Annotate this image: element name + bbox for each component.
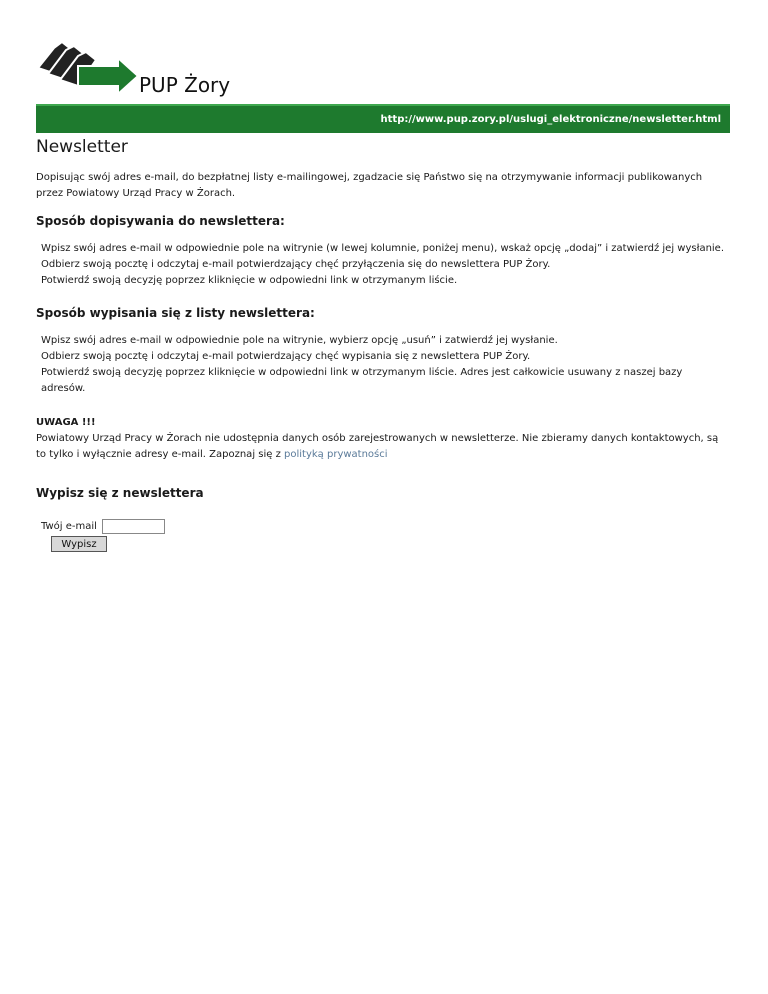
logo[interactable] [36, 40, 236, 100]
subscribe-heading: Sposób dopisywania do newslettera: [36, 214, 285, 228]
unsubscribe-steps [41, 333, 726, 397]
main-content [36, 134, 726, 552]
unsubscribe-form-heading: Wypisz się z newslettera [36, 486, 204, 500]
warning-title: UWAGA !!! [36, 417, 96, 428]
page-title: Newsletter [36, 137, 128, 157]
unsubscribe-button[interactable]: Wypisz [51, 536, 107, 552]
list-item: Potwierdź swoją decyzję poprzez kliknięcie w odpowiedni link w otrzymanym liście. Adres jest całkowicie usuwany z naszej bazy adresów. [41, 367, 683, 394]
warning-block [36, 415, 726, 463]
logo-text: PUP Żory [139, 73, 231, 97]
list-item: Odbierz swoją pocztę i odczytaj e-mail potwierdzający chęć wypisania się z newslettera PUP Żory. [41, 351, 531, 362]
list-item: Potwierdź swoją decyzję poprzez kliknięcie w odpowiedni link w otrzymanym liście. [41, 275, 458, 286]
page-url: http://www.pup.zory.pl/uslugi_elektroniczne/newsletter.html [380, 114, 721, 125]
logo-icon [36, 40, 141, 95]
privacy-policy-link[interactable]: polityką prywatności [284, 449, 388, 460]
subscribe-steps [41, 241, 726, 289]
list-item: Wpisz swój adres e-mail w odpowiednie pole na witrynie (w lewej kolumnie, poniżej menu), wskaż opcję „dodaj” i zatwierdź jej wysłanie. [41, 243, 725, 254]
email-label: Twój e-mail [41, 521, 97, 532]
email-input[interactable] [102, 519, 165, 534]
header-bar [36, 104, 730, 133]
unsubscribe-heading: Sposób wypisania się z listy newslettera: [36, 306, 315, 320]
list-item: Odbierz swoją pocztę i odczytaj e-mail potwierdzający chęć przyłączenia się do newslettera PUP Żory. [41, 259, 551, 270]
unsubscribe-form [41, 519, 726, 552]
intro-text: Dopisując swój adres e-mail, do bezpłatnej listy e-mailingowej, zgadzacie się Państwo się na otrzymywanie informacji publikowanych przez Powiatowy Urząd Pracy w Żorach. [36, 172, 703, 199]
list-item: Wpisz swój adres e-mail w odpowiednie pole na witrynie, wybierz opcję „usuń” i zatwierdź jej wysłanie. [41, 335, 558, 346]
warning-text: Powiatowy Urząd Pracy w Żorach nie udostępnia danych osób zarejestrowanych w newsletterze. Nie zbieramy danych kontaktowych, są to tylko i wyłącznie adresy e-mail. Zapoznaj się z [36, 433, 719, 460]
